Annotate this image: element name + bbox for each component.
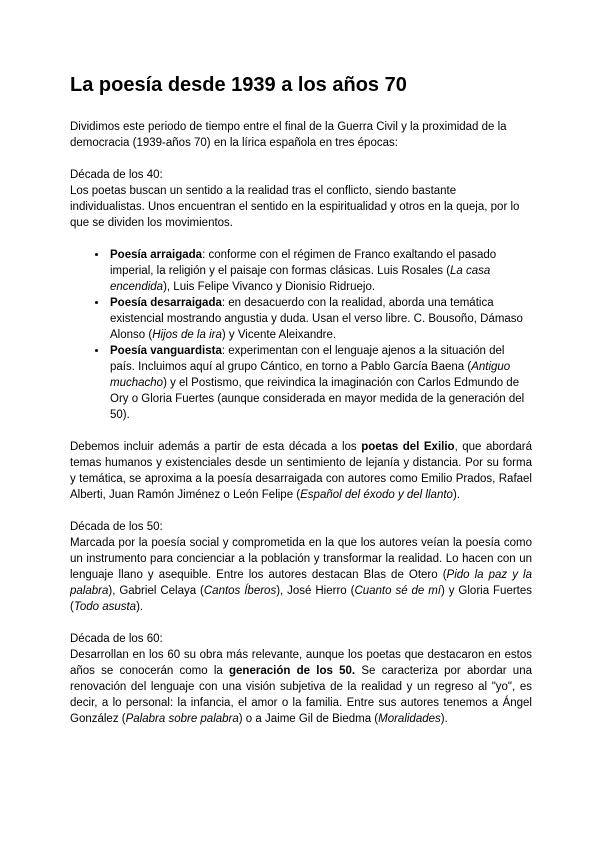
decade-40-heading: Década de los 40:: [70, 169, 163, 181]
exilio-paragraph: [70, 439, 532, 503]
text-run: ).: [452, 489, 460, 501]
book-title: Moralidades: [378, 713, 441, 725]
list-item-poesia-vanguardista: [108, 343, 532, 423]
bold-run: poetas del Exilio: [361, 441, 455, 453]
bullet-lead: Poesía desarraigada: [110, 297, 222, 309]
text-run: : experimentan con el lenguaje ajenos a la situación del país. Incluimos aquí al grupo Cántico, en torno a Pablo García Baena (: [110, 345, 505, 373]
book-title: Cantos Íberos: [203, 585, 277, 597]
text-run: ), José Hierro (: [276, 585, 355, 597]
book-title: Todo asusta: [73, 601, 137, 613]
text-run: ) o a Jaime Gil de Biedma (: [238, 713, 379, 725]
list-item-poesia-arraigada: [108, 247, 532, 295]
bullet-lead: Poesía vanguardista: [110, 345, 222, 357]
book-title: Español del éxodo y del llanto: [300, 489, 453, 501]
text-run: ).: [440, 713, 448, 725]
text-run: ).: [136, 601, 144, 613]
decade-40-section: [70, 167, 532, 231]
text-run: Se caracteriza por abordar una renovación del lenguaje con una visión subjetiva de la realidad y un regreso al "yo", es decir, a lo personal: la infancia, el amor o la familia. Entre sus autores tenemos a Ángel González (: [70, 665, 532, 725]
text-run: ) y el Postismo, que reivindica la imaginación con Carlos Edmundo de Ory o Gloria Fuertes (aunque considerada en mayor medida de la generación del 50).: [110, 377, 525, 421]
document-title: La poesía desde 1939 a los años 70: [70, 74, 407, 96]
text-run: ) y Gloria Fuertes (: [70, 585, 533, 613]
book-title: Antiguo muchacho: [110, 361, 511, 389]
decade-60-body: [70, 647, 532, 727]
text-run: : en desacuerdo con la realidad, aborda una temática existencial mostrando angustia y duda. Usan el verso libre. C. Bousoño, Dámaso Alonso (: [110, 297, 523, 341]
text-run: Debemos incluir además a partir de esta década a los: [70, 441, 362, 453]
text-run: Desarrollan en los 60 su obra más relevante, aunque los poetas que destacaron en estos años se conocerán como la: [70, 649, 532, 677]
book-title: Palabra sobre palabra: [125, 713, 239, 725]
book-title: Pido la paz y la palabra: [70, 569, 532, 597]
decade-50-body: [70, 535, 532, 615]
intro-paragraph: Dividimos este periodo de tiempo entre el final de la Guerra Civil y la proximidad de la democracia (1939-años 70) en la lírica española en tres épocas:: [70, 121, 507, 149]
text-run: ), Gabriel Celaya (: [108, 585, 204, 597]
text-run: : conforme con el régimen de Franco exaltando el pasado imperial, la religión y el paisaje con formas clásicas. Luis Rosales (: [110, 249, 497, 277]
poetry-types-list: [70, 247, 532, 423]
book-title: Hijos de la ira: [152, 329, 222, 341]
bold-run: generación de los 50.: [229, 665, 356, 677]
decade-40-body: Los poetas buscan un sentido a la realidad tras el conflicto, siendo bastante individualistas. Unos encuentran el sentido en la espiritualidad y otros en la queja, por lo que se dividen los movimientos.: [70, 185, 520, 229]
bullet-lead: Poesía arraigada: [110, 249, 203, 261]
text-run: ) y Vicente Aleixandre.: [221, 329, 337, 341]
book-title: Cuanto sé de mí: [354, 585, 441, 597]
decade-50-heading: Década de los 50:: [70, 521, 163, 533]
text-run: ), Luis Felipe Vivanco y Dionisio Ridruejo.: [163, 281, 376, 293]
list-item-poesia-desarraigada: [108, 295, 532, 343]
text-run: Marcada por la poesía social y comprometida en la que los autores veían la poesía como un instrumento para concienciar a la población y transformar la realidad. Lo hacen con un lenguaje llano y asequible. Entre los autores destacan Blas de Otero (: [70, 537, 532, 581]
decade-60-section: [70, 631, 532, 727]
text-run: , que abordará temas humanos y existenciales desde un sentimiento de lejanía y distancia. Por su forma y temática, se aproxima a la poesía desarraigada con autores como Emilio Prados, Rafael Alberti, Juan Ramón Jiménez o León Felipe (: [70, 441, 532, 501]
decade-50-section: [70, 519, 532, 615]
decade-60-heading: Década de los 60:: [70, 633, 163, 645]
book-title: La casa encendida: [110, 265, 491, 293]
